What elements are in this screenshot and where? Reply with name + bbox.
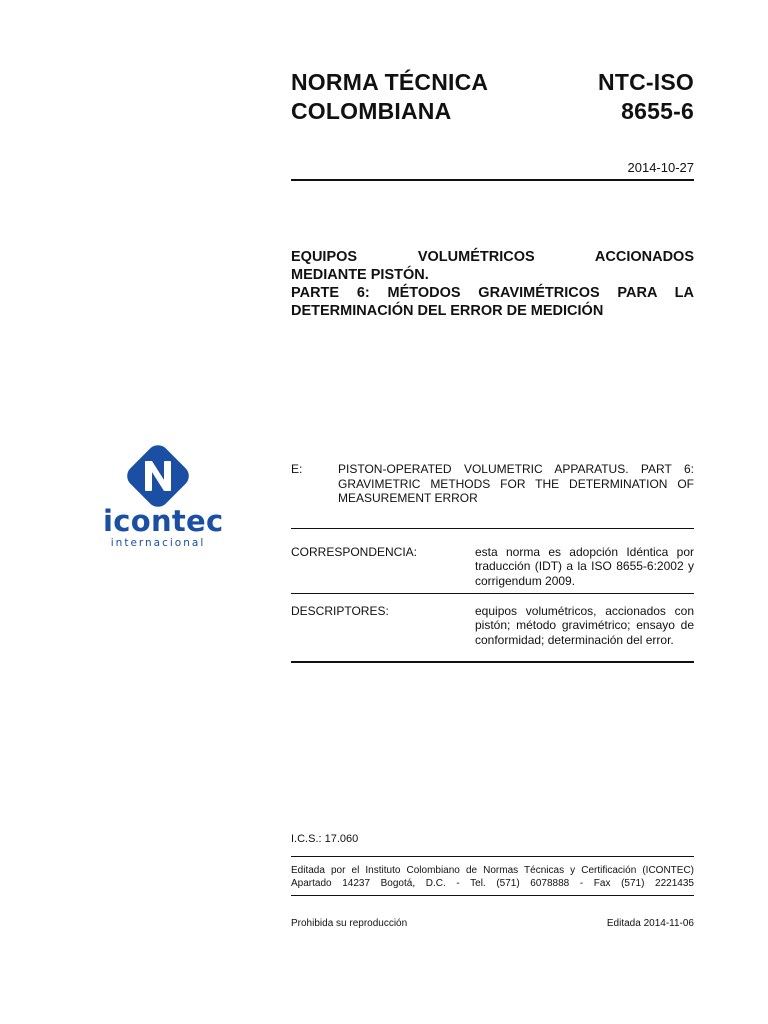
publication-date: 2014-10-27 bbox=[627, 160, 694, 175]
logo-wordmark: icontec bbox=[103, 504, 224, 538]
icontec-logo-icon bbox=[120, 438, 196, 514]
standard-type-line1: NORMA TÉCNICA bbox=[291, 69, 489, 95]
english-title-label: E: bbox=[291, 462, 303, 476]
edition-date: Editada 2014-11-06 bbox=[606, 918, 694, 929]
publisher-info bbox=[291, 865, 694, 890]
reproduction-notice: Prohibida su reproducción bbox=[291, 918, 408, 929]
section-divider bbox=[291, 528, 694, 529]
title-line: MEDIANTE PISTÓN. bbox=[291, 267, 429, 283]
footer-divider bbox=[291, 895, 694, 896]
english-title: PISTON-OPERATED VOLUMETRIC APPARATUS. PART 6: GRAVIMETRIC METHODS FOR THE DETERMINATION OF MEASUREMENT ERROR bbox=[338, 462, 694, 505]
publisher-line: Editada por el Instituto Colombiano de Normas Técnicas y Certificación (ICONTEC) bbox=[291, 865, 694, 876]
descriptors-label: DESCRIPTORES: bbox=[291, 604, 389, 618]
document-title bbox=[291, 248, 694, 320]
ics-code: I.C.S.: 17.060 bbox=[291, 833, 359, 845]
standard-code-line2: 8655-6 bbox=[621, 98, 694, 124]
standard-type-line2: COLOMBIANA bbox=[291, 98, 452, 124]
title-line: EQUIPOS VOLUMÉTRICOS ACCIONADOS bbox=[291, 249, 694, 265]
logo-tagline: internacional bbox=[110, 537, 206, 549]
title-line: DETERMINACIÓN DEL ERROR DE MEDICIÓN bbox=[291, 303, 604, 319]
standard-code-line1: NTC-ISO bbox=[598, 69, 694, 95]
header-divider bbox=[291, 179, 694, 181]
footer-divider bbox=[291, 856, 694, 857]
correspondence-value: esta norma es adopción Idéntica por traducción (IDT) a la ISO 8655-6:2002 y corrigendum 2009. bbox=[475, 545, 694, 588]
publisher-contact: Apartado 14237 Bogotá, D.C. - Tel. (571) 6078888 - Fax (571) 2221435 bbox=[291, 877, 694, 889]
title-line: PARTE 6: MÉTODOS GRAVIMÉTRICOS PARA LA bbox=[291, 285, 694, 301]
section-divider bbox=[291, 593, 694, 594]
descriptors-value: equipos volumétricos, accionados con pistón; método gravimétrico; ensayo de conformidad; determinación del error. bbox=[475, 604, 694, 647]
section-divider bbox=[291, 661, 694, 663]
correspondence-label: CORRESPONDENCIA: bbox=[291, 545, 418, 559]
